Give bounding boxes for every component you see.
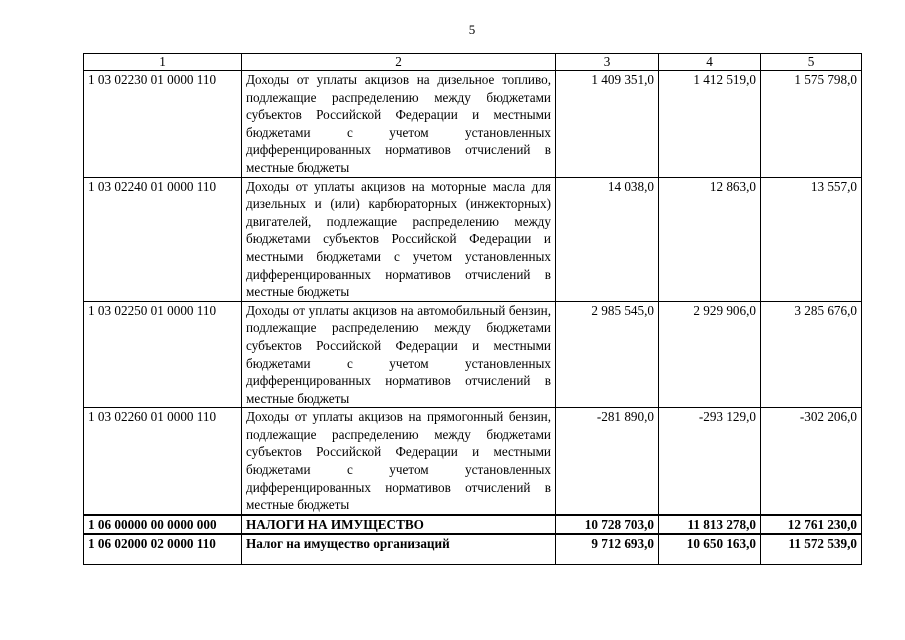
revenue-table <box>83 53 862 565</box>
column-header-2: 2 <box>242 54 556 71</box>
table-row-section <box>84 534 862 565</box>
column-header-4: 4 <box>659 54 761 71</box>
revenue-code: 1 06 00000 00 0000 000 <box>84 515 242 535</box>
page-number: 5 <box>468 22 476 37</box>
value-col-3: 2 985 545,0 <box>556 301 659 408</box>
revenue-code: 1 03 02260 01 0000 110 <box>84 408 242 515</box>
revenue-description: Доходы от уплаты акцизов на автомобильный бензин, подлежащие распределению между бюджетами субъектов Российской Федерации и местными бюджетами с учетом установленных дифференцированных нормативов отчислений в местные бюджеты <box>242 301 556 408</box>
revenue-description: Доходы от уплаты акцизов на дизельное топливо, подлежащие распределению между бюджетами субъектов Российской Федерации и местными бюджетами с учетом установленных дифференцированных нормативов отчислений в местные бюджеты <box>242 71 556 178</box>
value-col-5: 13 557,0 <box>761 177 862 301</box>
revenue-code: 1 03 02230 01 0000 110 <box>84 71 242 178</box>
value-col-4: 12 863,0 <box>659 177 761 301</box>
value-col-4: 1 412 519,0 <box>659 71 761 178</box>
revenue-code: 1 03 02250 01 0000 110 <box>84 301 242 408</box>
revenue-description: Доходы от уплаты акцизов на моторные масла для дизельных и (или) карбюраторных (инжекторных) двигателей, подлежащие распределению между бюджетами субъектов Российской Федерации и местными бюджетами с учетом установленных дифференцированных нормативов отчислений в местные бюджеты <box>242 177 556 301</box>
table-row <box>84 71 862 178</box>
value-col-5: 3 285 676,0 <box>761 301 862 408</box>
table-row-section <box>84 515 862 535</box>
value-col-4: 2 929 906,0 <box>659 301 761 408</box>
value-col-5: -302 206,0 <box>761 408 862 515</box>
column-header-5: 5 <box>761 54 862 71</box>
value-col-4: -293 129,0 <box>659 408 761 515</box>
table-row <box>84 301 862 408</box>
value-col-3: 1 409 351,0 <box>556 71 659 178</box>
revenue-description: Налог на имущество организаций <box>242 534 556 565</box>
value-col-5: 12 761 230,0 <box>761 515 862 535</box>
value-col-5: 1 575 798,0 <box>761 71 862 178</box>
value-col-3: -281 890,0 <box>556 408 659 515</box>
table-row <box>84 177 862 301</box>
value-col-3: 9 712 693,0 <box>556 534 659 565</box>
column-header-1: 1 <box>84 54 242 71</box>
value-col-3: 14 038,0 <box>556 177 659 301</box>
value-col-4: 11 813 278,0 <box>659 515 761 535</box>
revenue-description: НАЛОГИ НА ИМУЩЕСТВО <box>242 515 556 535</box>
table-row <box>84 408 862 515</box>
column-header-3: 3 <box>556 54 659 71</box>
value-col-3: 10 728 703,0 <box>556 515 659 535</box>
revenue-description: Доходы от уплаты акцизов на прямогонный бензин, подлежащие распределению между бюджетами субъектов Российской Федерации и местными бюджетами с учетом установленных дифференцированных нормативов отчислений в местные бюджеты <box>242 408 556 515</box>
table-header-row <box>84 54 862 71</box>
value-col-4: 10 650 163,0 <box>659 534 761 565</box>
revenue-code: 1 03 02240 01 0000 110 <box>84 177 242 301</box>
value-col-5: 11 572 539,0 <box>761 534 862 565</box>
revenue-code: 1 06 02000 02 0000 110 <box>84 534 242 565</box>
